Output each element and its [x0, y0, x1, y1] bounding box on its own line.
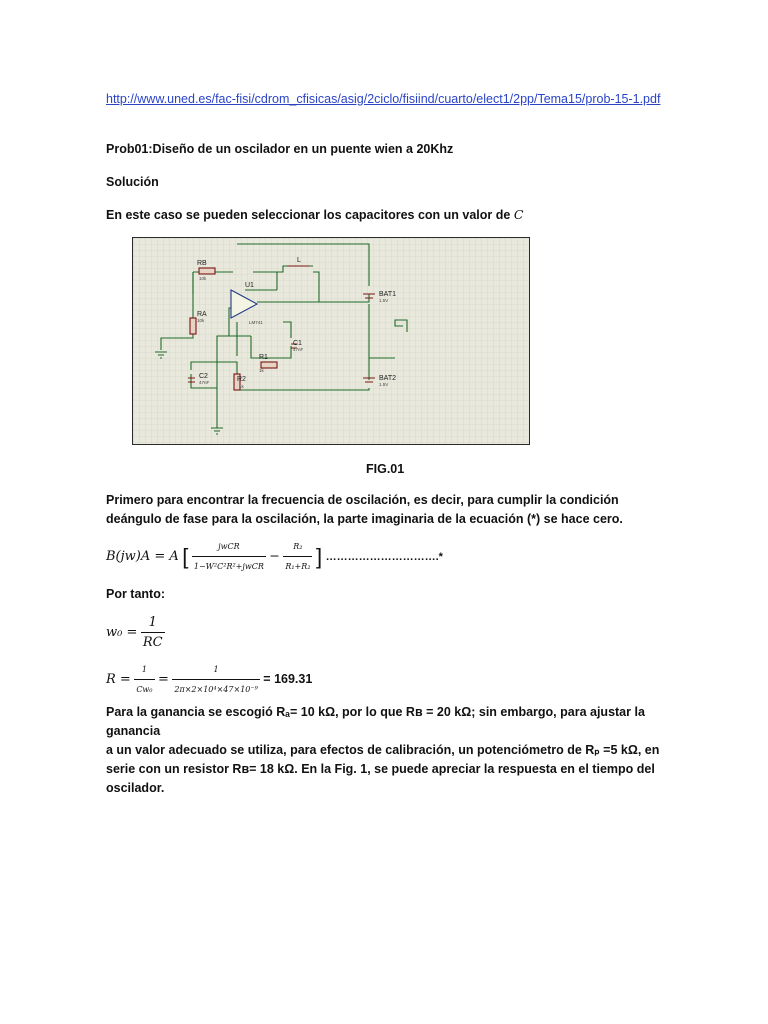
- por-tanto: Por tanto:: [106, 587, 166, 601]
- equation-1: [106, 537, 443, 576]
- rb-resistor: [199, 268, 215, 274]
- eq3-num2: 1: [172, 660, 259, 680]
- eq1-num1: jwCR: [192, 537, 266, 557]
- opamp-model: LM741: [249, 320, 263, 325]
- eq1-num2: R₂: [283, 537, 312, 557]
- rb-value: 10k: [199, 276, 207, 281]
- eq3-num1: 1: [134, 660, 154, 680]
- rb-label: RB: [197, 260, 207, 267]
- eq1-close-bracket: ]: [315, 544, 323, 569]
- eq2-num: 1: [141, 613, 165, 633]
- eq1-den2: R₁+R₂: [285, 562, 311, 571]
- eq3-equals: =: [157, 671, 169, 687]
- wien-bridge-schematic: [133, 238, 529, 444]
- eq1-tail: ………………………….*: [325, 550, 443, 563]
- equation-2: [106, 613, 165, 652]
- eq3-result: = 169.31: [263, 671, 313, 686]
- source-link[interactable]: http://www.uned.es/fac-fisi/cdrom_cfisicas/asig/2ciclo/fisiind/cuarto/elect1/2pp/Tema15/prob-15-1.pdf: [106, 92, 661, 106]
- intro-variable: C: [513, 207, 524, 222]
- eq1-minus: −: [269, 547, 280, 563]
- ra-value: 10k: [197, 318, 205, 323]
- gain-line-1: Para la ganancia se escogió Rₐ= 10 kΩ, por lo que Rʙ = 20 kΩ; sin embargo, para ajustar la ganancia: [106, 705, 645, 738]
- solution-label: Solución: [106, 175, 159, 189]
- ra-resistor: [190, 318, 196, 334]
- equation-3: [106, 660, 312, 699]
- eq3-fraction-2: [172, 660, 259, 699]
- ra-label: RA: [197, 311, 207, 318]
- eq3-fraction-1: [134, 660, 154, 699]
- circuit-schematic-figure: [132, 237, 530, 445]
- eq1-lhs: B(jw)A = A: [106, 548, 179, 564]
- r1-value: 1k: [259, 368, 264, 373]
- eq1-den1: 1−W²C²R²+jwCR: [193, 562, 264, 571]
- eq2-fraction: [141, 613, 165, 652]
- c1-label: C1: [293, 340, 302, 347]
- l-label: L: [297, 257, 301, 264]
- gain-paragraph: [106, 703, 666, 798]
- problem-title: Prob01:Diseño de un oscilador en un puente wien a 20Khz: [106, 142, 454, 156]
- gain-line-3: serie con un resistor Rʙ= 18 kΩ. En la Fig. 1, se puede apreciar la respuesta en el tiempo del: [106, 762, 655, 776]
- eq1-fraction-2: [283, 537, 312, 576]
- r1-label: R1: [259, 354, 268, 361]
- bat2-value: 1.5V: [379, 382, 389, 387]
- bat1-value: 1.5V: [379, 298, 389, 303]
- r2-value: 1k: [239, 384, 244, 389]
- eq3-den2: 2π×2×10⁴×47×10⁻⁹: [174, 685, 258, 694]
- eq3-den1: Cw₀: [136, 685, 153, 694]
- bat1-label: BAT1: [379, 291, 396, 298]
- intro-sentence: En este caso se pueden seleccionar los capacitores con un valor de: [106, 208, 511, 222]
- eq2-den: RC: [142, 635, 163, 650]
- eq2-lhs: w₀ =: [106, 624, 138, 640]
- bat2-label: BAT2: [379, 375, 396, 382]
- eq3-lhs: R =: [106, 671, 131, 687]
- phase-paragraph: Primero para encontrar la frecuencia de oscilación, es decir, para cumplir la condición deángulo de fase para la oscilación, la parte imaginaria de la ecuación (*) se hace cero.: [106, 493, 623, 526]
- figure-caption: FIG.01: [366, 462, 405, 476]
- eq1-open-bracket: [: [182, 544, 189, 569]
- c2-label: C2: [199, 373, 208, 380]
- c2-value: 47nF: [199, 380, 210, 385]
- r2-label: R2: [237, 376, 246, 383]
- eq1-fraction-1: [192, 537, 266, 576]
- intro-text: [106, 205, 523, 225]
- gain-line-4: oscilador.: [106, 781, 165, 795]
- u1-label: U1: [245, 282, 254, 289]
- c1-value: 47nF: [293, 347, 304, 352]
- gain-line-2: a un valor adecuado se utiliza, para efectos de calibración, un potenciómetro de Rₚ =5 kΩ, en: [106, 743, 660, 757]
